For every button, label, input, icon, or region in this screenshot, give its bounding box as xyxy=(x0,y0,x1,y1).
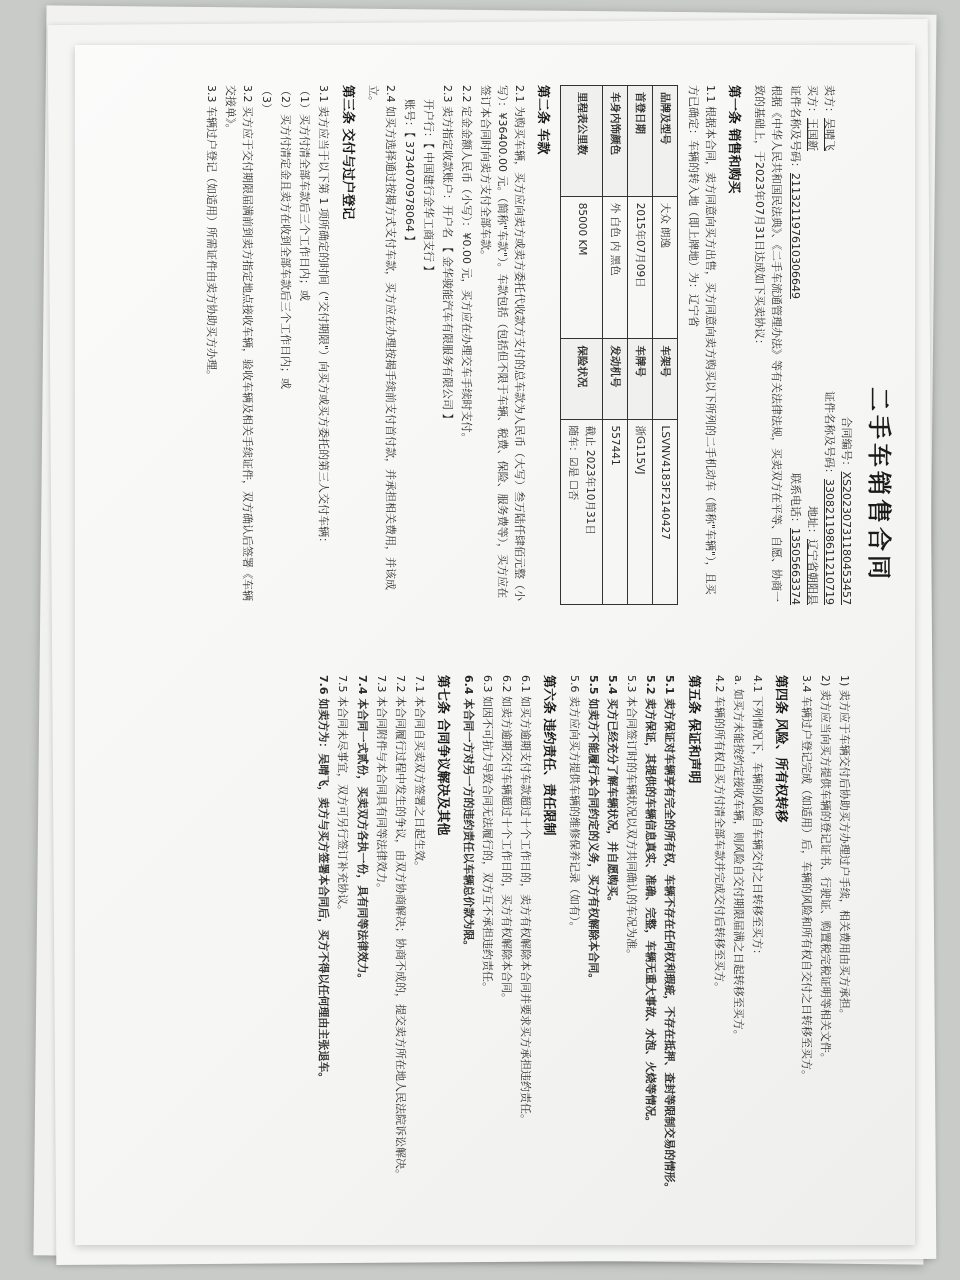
buyer-id-label: 证件名称及号码： xyxy=(788,85,802,173)
section-2-heading: 第二条 车款 xyxy=(535,85,551,155)
insurance-cell xyxy=(561,419,603,604)
clause-r-1: 1) 卖方应于车辆交付后协助买方办理过户手续，相关费用由买方承担。 xyxy=(838,675,851,1020)
buyer-phone: 13505663374 xyxy=(788,528,802,605)
intro-paragraph: 根据《中华人民共和国民法典》、《二手车流通管理办法》等有关法律法规，买卖双方在平等、自愿、协商一致的基础上，于2023年07月31日达成如下买卖协议： xyxy=(752,85,783,602)
clause-7-5: 7.5 本合同未尽事宜，双方可另行签订补充协议。 xyxy=(336,675,350,916)
color-value: 外 白色 内 黑色 xyxy=(602,196,627,339)
bank-value: 【 中国建行金华工商支行 】 xyxy=(421,143,435,277)
buyer-addr-label: 地址： xyxy=(805,506,819,539)
buyer-id: 211321197610306649 xyxy=(788,173,802,299)
right-column xyxy=(95,675,855,1195)
reg-date-label: 首登日期 xyxy=(627,86,652,197)
clause-7-6: 7.6 如卖方为：吴晴飞，卖方与买方签署本合同后，买方不得以任何理由主张退车。 xyxy=(317,675,331,1084)
section-4-heading: 第四条 风险、所有权转移 xyxy=(772,675,788,823)
engine-label: 发动机号 xyxy=(602,339,627,419)
clause-3-2: 3.2 买方应于交付期限届满前到卖方指定地点接收车辆，验收车辆及相关手续证件，双方确认后签署《车辆交接单》。 xyxy=(224,85,255,601)
account-row xyxy=(401,85,418,605)
seller-id-label: 证件名称及号码： xyxy=(822,391,836,480)
clause-3-3: 3.3 车辆过户登记（如适用）所需证件由卖方协助买方办理。 xyxy=(205,85,219,381)
clause-6-1: 6.1 如买方逾期支付车款超过十个工作日的，卖方有权解除本合同并要求买方承担违约责任。 xyxy=(519,675,533,1125)
clause-2-4: 2.4 如买方选择通过按揭方式支付车款，买方应在办理按揭手续前支付首付款，并承担相关费用，并该成立。 xyxy=(366,85,397,590)
clause-5-6: 5.6 卖方应向买方提供车辆的维修保养记录（如有）。 xyxy=(568,675,582,933)
color-label: 车身内饰颜色 xyxy=(602,86,627,197)
buyer-label: 买方： xyxy=(805,85,819,118)
clause-2-1: 2.1 为购买车辆，买方应向卖方或卖方委托代收款方支付的总车款为人民币（大写）叁万陆仟肆佰元整（小写）：¥36400.00 元。（简称"车款"）。车款包括（包括但不限于车辆、税费、保险、服务费等），买方应在签订本合同时向卖方支付全部车款。 xyxy=(478,85,527,601)
vehicle-table xyxy=(560,85,678,605)
contract-number-row xyxy=(838,85,855,605)
clause-6-2: 6.2 如卖方逾期交付车辆超过十个工作日的，买方有权解除本合同。 xyxy=(499,675,513,1004)
buyer-row xyxy=(804,85,821,605)
section-6-heading: 第六条 违约责任、责任限制 xyxy=(541,675,557,836)
plate-value: 浙G115VJ xyxy=(627,419,652,604)
clause-7-1: 7.1 本合同自买卖双方签署之日起生效。 xyxy=(412,675,426,872)
bank-label: 开户行： xyxy=(421,99,435,143)
buyer-id-row xyxy=(787,85,804,605)
contract-content xyxy=(75,45,915,1245)
clause-3-4: 3.4 车辆过户登记完成（如适用）后，车辆的风险和所有权自交付之日转移至买方。 xyxy=(799,675,813,1081)
clause-3-1-3: （3） xyxy=(260,85,274,114)
vin-label: 车架号 xyxy=(653,339,678,419)
table-row xyxy=(602,86,627,605)
mileage-value: 85000 KM xyxy=(561,196,603,339)
contract-no: XS20230731180453457 xyxy=(840,471,853,605)
contract-paper xyxy=(75,45,915,1245)
section-3-heading: 第三条 交付与过户登记 xyxy=(339,85,355,220)
buyer-addr: 辽宁省朝阳县 xyxy=(805,539,819,605)
clause-1-1: 1.1 根据本合同，卖方同意向买方出售，买方同意向卖方购买以下所列的二手机动车（简称"车辆"），且买方已确定：车辆的转入地（即上牌地）为：辽宁省 xyxy=(686,85,717,595)
bank-row xyxy=(420,85,437,605)
clause-3-1-2: （2）买方付清定金且卖方在收到全部车款后三个工作日内；或 xyxy=(279,85,293,389)
clause-3-1: 3.1 卖方应当于以下第 1 项所确定的时间（"交付期限"）向买方或买方委托的第三人交付车辆： xyxy=(317,85,331,549)
table-row xyxy=(653,86,678,605)
clause-7-3: 7.3 本合同附件与本合同具有同等法律效力。 xyxy=(374,675,388,894)
mileage-label: 里程表公里数 xyxy=(561,86,603,197)
contract-title: 二手车销售合同 xyxy=(865,387,893,583)
clause-3-1-1: （1）买方付清全部车款后三个工作日内；或 xyxy=(298,85,312,301)
clause-4-1: 4.1 下列情况下，车辆的风险自车辆交付之日转移至买方： xyxy=(750,675,764,960)
clause-2-3: 2.3 卖方指定收款账户：开户名 【 金华骏能汽车有限服务有限公司 】 xyxy=(440,85,454,425)
buyer-name: 王国新 xyxy=(805,118,819,151)
seller-label: 卖方： xyxy=(822,85,836,118)
section-5-heading: 第五条 保证和声明 xyxy=(685,675,701,784)
clause-5-1: 5.1 卖方保证对车辆享有完全的所有权，车辆不存在任何权利瑕疵，不存在抵押、查封等限制交易的情形。 xyxy=(663,675,677,1194)
seller-name: 吴晴飞 xyxy=(822,118,836,151)
clause-6-3: 6.3 如因不可抗力导致合同无法履行的，双方互不承担违约责任。 xyxy=(480,675,494,993)
clause-6-4: 6.4 本合同一方对另一方的违约责任以车辆总价款为限。 xyxy=(461,675,475,952)
clause-r-2: 2) 卖方应当向买方提供车辆的登记证书、行驶证、购置税完税证明等相关文件。 xyxy=(818,675,832,1064)
reg-date-value: 2015年07月09日 xyxy=(627,196,652,339)
vin-value: LSVNV4183F2140427 xyxy=(653,419,678,604)
brand-label: 品牌及型号 xyxy=(653,86,678,197)
seller-id: 330821198611210719 xyxy=(822,479,836,605)
table-row xyxy=(627,86,652,605)
insurance-transfer: 随车：☑是 ☐否 xyxy=(567,425,580,501)
clause-4-2: 4.2 车辆的所有权自买方付清全部车款并完成交付后转移至买方。 xyxy=(712,675,726,993)
insurance-label: 保险状况 xyxy=(561,339,603,419)
brand-value: 大众 朗逸 xyxy=(653,196,678,339)
engine-value: 557441 xyxy=(602,419,627,604)
clause-7-2: 7.2 本合同履行过程中发生的争议，由双方协商解决；协商不成的，提交卖方所在地人民法院诉讼解决。 xyxy=(393,675,407,1180)
left-column xyxy=(95,85,855,605)
insurance-value: 截止 2023年10月31日 xyxy=(583,425,596,535)
clause-5-5: 5.5 如卖方不能履行本合同约定的义务，买方有权解除本合同。 xyxy=(587,675,601,985)
table-row xyxy=(561,86,603,605)
account-value: 【 3734070978064 】 xyxy=(402,132,416,247)
clause-4-1a: a. 如买方未能按约定接收车辆，则风险自交付期限届满之日起转移至买方。 xyxy=(731,675,745,1041)
account-label: 账号： xyxy=(402,99,416,132)
seller-row xyxy=(821,85,838,605)
section-1-heading: 第一条 销售和购买 xyxy=(725,85,741,194)
clause-7-4: 7.4 本合同一式贰份，买卖双方各执一份，具有同等法律效力。 xyxy=(355,675,369,985)
section-7-heading: 第七条 合同争议解决及其他 xyxy=(434,675,450,836)
contract-no-label: 合同编号： xyxy=(840,416,853,472)
clause-2-2: 2.2 定金金额人民币（小写）：¥0.00 元，买方应在办理交车手续时支付。 xyxy=(459,85,473,444)
buyer-phone-label: 联系电话： xyxy=(788,473,802,529)
clause-5-4: 5.4 买方已经充分了解车辆状况，并自愿购买。 xyxy=(606,675,620,908)
plate-label: 车牌号 xyxy=(627,339,652,419)
clause-5-2: 5.2 卖方保证，其提供的车辆信息真实、准确、完整，车辆无重大事故、水泡、火烧等情况。 xyxy=(644,675,658,1128)
clause-5-3: 5.3 本合同签订时的车辆状况以双方共同确认的车况为准。 xyxy=(625,675,639,960)
